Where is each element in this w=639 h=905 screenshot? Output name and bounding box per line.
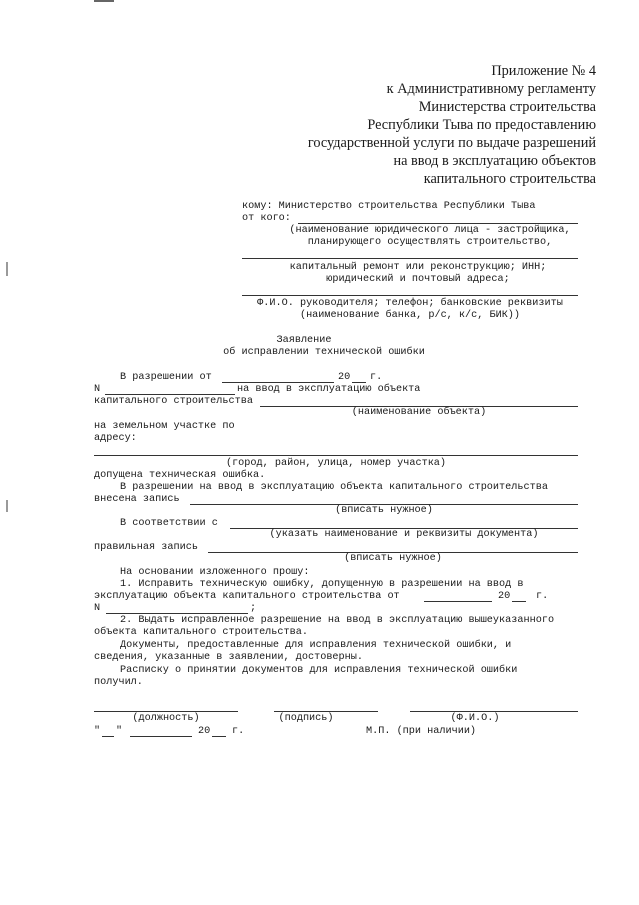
request-heading: На основании изложенного прошу: — [120, 567, 310, 578]
signature-hint: (подпись) — [278, 713, 334, 724]
year-prefix: 20 — [498, 591, 511, 602]
permit-label: В разрешении от — [120, 372, 212, 383]
object-label: капитального строительства — [94, 396, 253, 407]
addressee-hint: Ф.И.О. руководителя; телефон; банковские реквизиты — [257, 298, 563, 309]
error-statement: допущена техническая ошибка. — [94, 470, 266, 481]
document-hint: (указать наименование и реквизиты документа) — [269, 529, 539, 540]
full-name-field[interactable] — [410, 711, 578, 712]
request-item-1-cont: эксплуатацию объекта капитального строительства от — [94, 591, 400, 602]
header-line: капитального строительства — [423, 171, 596, 187]
position-hint: (должность) — [132, 713, 200, 724]
document-subtitle: об исправлении технической ошибки — [223, 347, 425, 358]
from-line[interactable] — [298, 223, 578, 224]
item1-number-field[interactable] — [106, 613, 248, 614]
appendix-header — [308, 62, 596, 188]
full-name-hint: (Ф.И.О.) — [450, 713, 500, 724]
stamp-note: М.П. (при наличии) — [366, 726, 477, 737]
year-field[interactable] — [352, 382, 366, 383]
record-label: внесена запись — [94, 494, 180, 505]
permit-number-field[interactable] — [105, 394, 235, 395]
addressee-hint: (наименование юридического лица - застройщика, — [289, 225, 571, 236]
addressee-line[interactable] — [242, 258, 578, 259]
header-line: Приложение № 4 — [491, 63, 596, 79]
documents-statement-cont: сведения, указанные в заявлении, достоверны. — [94, 652, 363, 663]
header-line: Республики Тыва по предоставлению — [367, 117, 596, 133]
year-suffix: г. — [536, 591, 549, 602]
number-label: N — [94, 603, 101, 614]
request-item-1: 1. Исправить техническую ошибку, допущенную в разрешении на ввод в — [120, 579, 524, 590]
item1-year-field[interactable] — [512, 601, 526, 602]
addressee-hint: планирующего осуществлять строительство, — [307, 237, 553, 248]
documents-statement: Документы, предоставленные для исправления технической ошибки, и — [120, 640, 512, 651]
header-line: Министерства строительства — [418, 99, 596, 115]
request-item-2: 2. Выдать исправленное разрешение на ввод в эксплуатацию вышеуказанного — [120, 615, 555, 626]
date-quote-close: " — [116, 726, 123, 737]
land-label: на земельном участке по — [94, 421, 235, 432]
object-hint: (наименование объекта) — [351, 407, 487, 418]
request-item-2-cont: объекта капитального строительства. — [94, 627, 308, 638]
scan-artifact — [6, 262, 8, 276]
insert-hint: (вписать нужное) — [335, 505, 433, 516]
header-line: на ввод в эксплуатацию объектов — [393, 153, 596, 169]
year-suffix: г. — [370, 372, 383, 383]
address-label: адресу: — [94, 433, 137, 444]
scan-artifact — [6, 500, 8, 512]
header-line: государственной услуги по выдаче разрешений — [307, 135, 596, 151]
sign-day-field[interactable] — [102, 736, 114, 737]
addressee-hint: юридический и почтовый адреса; — [326, 274, 510, 285]
receipt-statement: Расписку о принятии документов для исправления технической ошибки — [120, 665, 518, 676]
year-suffix: г. — [232, 726, 245, 737]
correct-record-label: правильная запись — [94, 542, 198, 553]
header-line: к Административному регламенту — [386, 81, 596, 97]
item1-date-field[interactable] — [424, 601, 492, 602]
insert-hint: (вписать нужное) — [344, 553, 442, 564]
permit-purpose: на ввод в эксплуатацию объекта — [237, 384, 421, 395]
addressee-from-label: от кого: — [242, 213, 291, 224]
permit-date-field[interactable] — [222, 382, 334, 383]
sign-month-field[interactable] — [130, 736, 192, 737]
year-prefix: 20 — [338, 372, 351, 383]
according-label: В соответствии с — [120, 518, 218, 529]
addressee-to: кому: Министерство строительства Республики Тыва — [242, 201, 536, 212]
sign-year-field[interactable] — [212, 736, 226, 737]
number-label: N — [94, 384, 101, 395]
signature-field[interactable] — [274, 711, 378, 712]
document-title: Заявление — [276, 335, 332, 346]
receipt-statement-cont: получил. — [94, 677, 143, 688]
year-prefix: 20 — [198, 726, 211, 737]
scan-artifact — [94, 0, 114, 2]
item1-end: ; — [250, 603, 257, 614]
position-field[interactable] — [94, 711, 238, 712]
date-quote-open: " — [94, 726, 101, 737]
addressee-hint: (наименование банка, р/с, к/с, БИК)) — [299, 310, 521, 321]
record-intro: В разрешении на ввод в эксплуатацию объекта капитального строительства — [120, 482, 548, 493]
addressee-line[interactable] — [242, 295, 578, 296]
addressee-hint: капитальный ремонт или реконструкцию; ИНН; — [289, 262, 547, 273]
address-field[interactable] — [94, 455, 578, 456]
address-hint: (город, район, улица, номер участка) — [225, 458, 447, 469]
